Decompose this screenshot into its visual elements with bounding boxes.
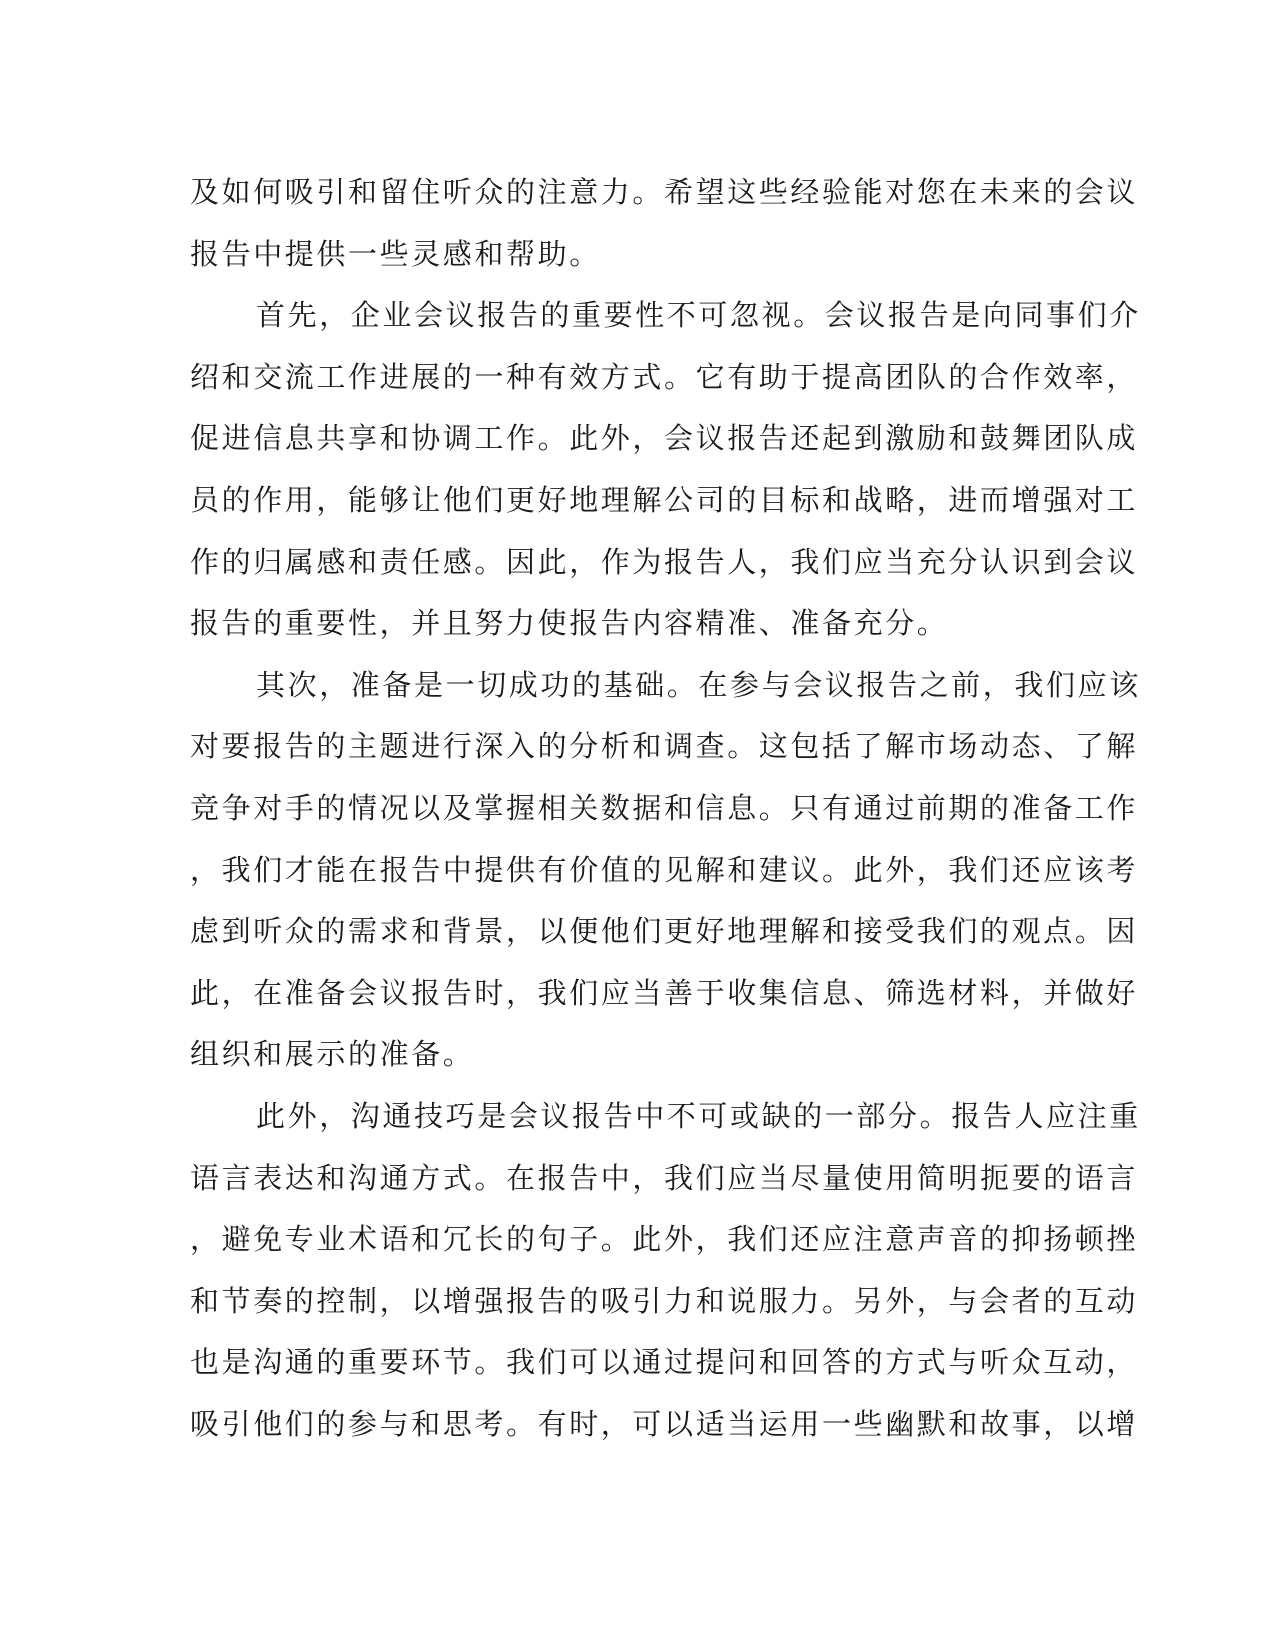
- text-line: 也是沟通的重要环节。我们可以通过提问和回答的方式与听众互动，: [190, 1345, 1139, 1380]
- text-line: 此，在准备会议报告时，我们应当善于收集信息、筛选材料，并做好: [190, 975, 1139, 1010]
- text-line: 对要报告的主题进行深入的分析和调查。这包括了解市场动态、了解: [190, 729, 1139, 764]
- text-line: 语言表达和沟通方式。在报告中，我们应当尽量使用简明扼要的语言: [190, 1160, 1139, 1195]
- paragraph: [190, 655, 1141, 1086]
- text-line: 首先，企业会议报告的重要性不可忽视。会议报告是向同事们介: [256, 298, 1141, 333]
- text-line: 和节奏的控制，以增强报告的吸引力和说服力。另外，与会者的互动: [190, 1283, 1139, 1318]
- text-line: 作的归属感和责任感。因此，作为报告人，我们应当充分认识到会议: [190, 544, 1139, 579]
- paragraph: [190, 285, 1141, 655]
- text-line: 此外，沟通技巧是会议报告中不可或缺的一部分。报告人应注重: [256, 1098, 1141, 1133]
- paragraph: [190, 162, 1139, 285]
- text-line: 促进信息共享和协调工作。此外，会议报告还起到激励和鼓舞团队成: [190, 421, 1139, 456]
- paragraph: [190, 1086, 1141, 1456]
- text-line: ，避免专业术语和冗长的句子。此外，我们还应注意声音的抑扬顿挫: [190, 1222, 1139, 1257]
- text-line: 组织和展示的准备。: [190, 1037, 475, 1072]
- document-body: [190, 162, 1141, 1455]
- text-line: 报告的重要性，并且努力使报告内容精准、准备充分。: [190, 606, 949, 641]
- text-line: 员的作用，能够让他们更好地理解公司的目标和战略，进而增强对工: [190, 482, 1139, 517]
- text-line: 报告中提供一些灵感和帮助。: [190, 236, 601, 271]
- text-line: ，我们才能在报告中提供有价值的见解和建议。此外，我们还应该考: [190, 852, 1139, 887]
- text-line: 虑到听众的需求和背景，以便他们更好地理解和接受我们的观点。因: [190, 914, 1139, 949]
- text-line: 及如何吸引和留住听众的注意力。希望这些经验能对您在未来的会议: [190, 175, 1139, 209]
- text-line: 其次，准备是一切成功的基础。在参与会议报告之前，我们应该: [256, 667, 1141, 702]
- text-line: 绍和交流工作进展的一种有效方式。它有助于提高团队的合作效率，: [190, 359, 1139, 394]
- text-line: 吸引他们的参与和思考。有时，可以适当运用一些幽默和故事，以增: [190, 1406, 1139, 1441]
- text-line: 竞争对手的情况以及掌握相关数据和信息。只有通过前期的准备工作: [190, 790, 1139, 825]
